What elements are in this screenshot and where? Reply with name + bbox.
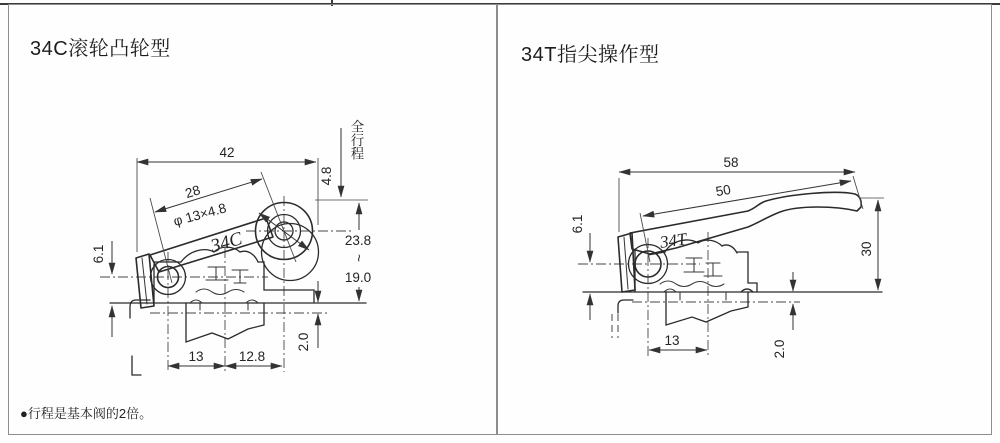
port-symbol-2 — [232, 270, 248, 283]
dim-label-4-8: 4.8 — [319, 166, 334, 186]
bent-tab — [618, 233, 635, 292]
port-symbol-1 — [684, 258, 704, 272]
drawing-34t — [570, 155, 884, 358]
bent-tab-inner-line — [624, 237, 628, 289]
full-stroke-label: 全行程 — [348, 119, 364, 161]
dim-label-6-1: 6.1 — [570, 214, 585, 234]
model-label-34t: 34T — [658, 229, 688, 252]
roller-spec-label: φ 13×4.8 — [171, 200, 228, 229]
lever-extension-line — [640, 213, 650, 262]
dim-label-2-0: 2.0 — [772, 339, 787, 359]
footnote: ●行程是基本阀的2倍。 — [20, 406, 153, 421]
dim-label-13: 13 — [664, 333, 680, 348]
hook-hidden-lines — [612, 314, 618, 338]
panel-title-34c: 34C滚轮凸轮型 — [30, 38, 171, 60]
model-label-34c: 34C — [208, 228, 245, 258]
dimensions-34t — [570, 155, 884, 358]
dim-label-58: 58 — [723, 155, 739, 170]
dim-label-30: 30 — [859, 241, 874, 257]
dim-label-12-8: 12.8 — [238, 349, 266, 364]
centerlines-34c — [100, 196, 352, 374]
port-symbol-2 — [704, 263, 722, 276]
bracket-neck-lines — [200, 303, 248, 310]
body-left-edge — [635, 250, 665, 292]
dim-label-23-8: 23.8 — [344, 233, 372, 248]
datum-l-mark — [132, 356, 141, 375]
valve-body-34t — [583, 192, 882, 338]
lever-extension-lines — [150, 172, 296, 283]
width-extension-lines — [619, 176, 863, 232]
dim-label-6-1: 6.1 — [91, 244, 106, 264]
body-right-edge — [737, 252, 757, 292]
dim-label-19-0: 19.0 — [344, 270, 372, 285]
roller-pressed-position — [262, 224, 319, 281]
dim-label-50: 50 — [714, 181, 732, 200]
dimensions-34c — [91, 120, 371, 366]
panel-title-34t: 34T指尖操作型 — [521, 44, 660, 66]
body-wavy-line — [660, 281, 724, 287]
bracket-neck-lines — [680, 292, 726, 300]
dim-label-13: 13 — [188, 349, 204, 364]
dim-label-2-0: 2.0 — [296, 332, 311, 352]
centerlines-34t — [578, 232, 800, 356]
body-wavy-line — [196, 289, 244, 295]
drawing-34c — [91, 120, 371, 375]
bent-tab-inner-line — [142, 258, 147, 304]
plate-left-hook — [618, 300, 633, 313]
range-tilde: ~ — [351, 254, 366, 262]
dim-label-28: 28 — [183, 182, 203, 202]
dim-label-42: 42 — [219, 145, 235, 160]
lower-bracket — [666, 292, 748, 325]
